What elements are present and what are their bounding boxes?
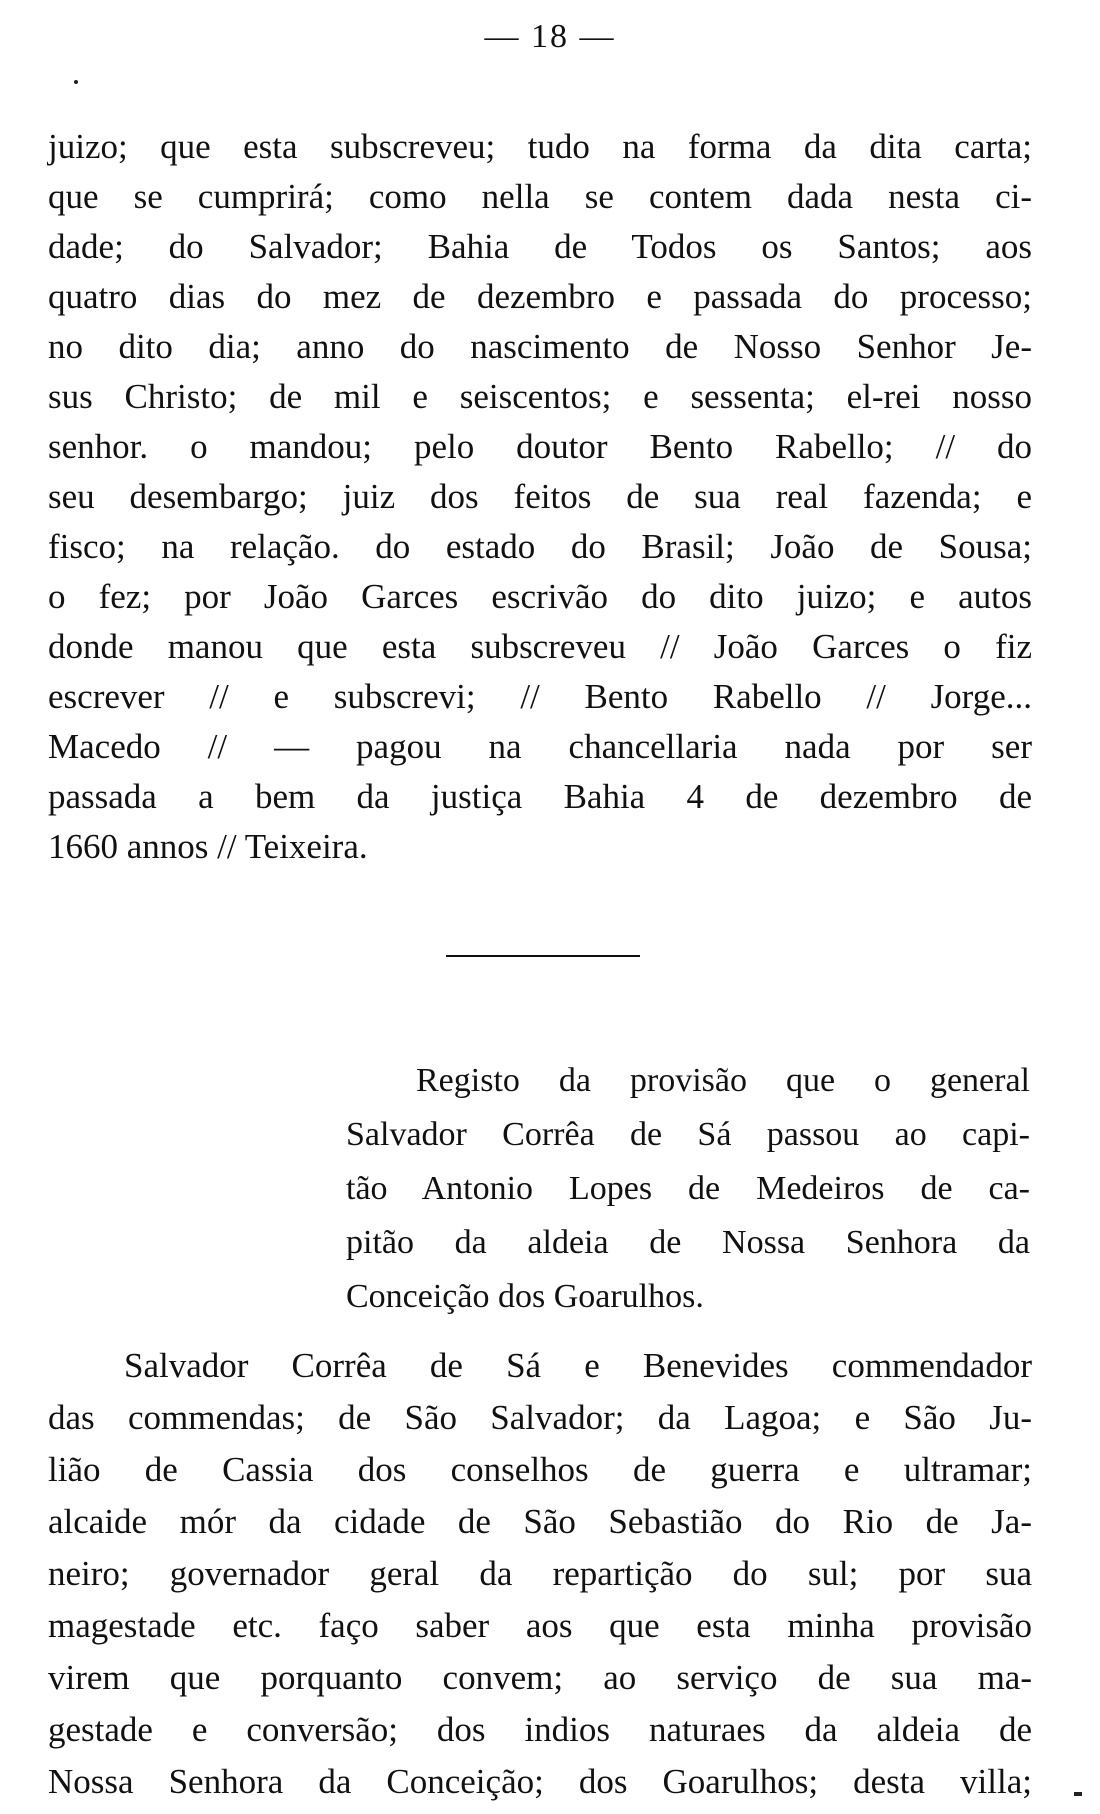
text-line: senhor. o mandou; pelo doutor Bento Rabello; // do bbox=[48, 427, 1032, 466]
text-line: seu desembargo; juiz dos feitos de sua real fazenda; e bbox=[48, 477, 1032, 516]
stray-ink-mark bbox=[1074, 1792, 1082, 1796]
text-line: dade; do Salvador; Bahia de Todos os Santos; aos bbox=[48, 227, 1032, 266]
text-line: juizo; que esta subscreveu; tudo na forma da dita carta; bbox=[48, 127, 1032, 166]
stray-ink-mark bbox=[74, 80, 78, 84]
heading-line: Conceição dos Goarulhos. bbox=[346, 1278, 704, 1315]
text-line: que se cumprirá; como nella se contem dada nesta ci- bbox=[48, 177, 1032, 216]
heading-line: pitão da aldeia de Nossa Senhora da bbox=[346, 1224, 1030, 1261]
text-line: magestade etc. faço saber aos que esta minha provisão bbox=[48, 1606, 1032, 1645]
text-line: fisco; na relação. do estado do Brasil; João de Sousa; bbox=[48, 527, 1032, 566]
text-line: 1660 annos // Teixeira. bbox=[48, 827, 368, 866]
text-paragraph-continuation bbox=[48, 122, 1032, 872]
page-number: — 18 — bbox=[484, 18, 616, 55]
text-line: quatro dias do mez de dezembro e passada do processo; bbox=[48, 277, 1032, 316]
text-line: alcaide mór da cidade de São Sebastião do Rio de Ja- bbox=[48, 1502, 1032, 1541]
text-line: escrever // e subscrevi; // Bento Rabello // Jorge... bbox=[48, 677, 1032, 716]
text-line: neiro; governador geral da repartição do sul; por sua bbox=[48, 1554, 1032, 1593]
text-line: das commendas; de São Salvador; da Lagoa; e São Ju- bbox=[48, 1398, 1032, 1437]
heading-line: Salvador Corrêa de Sá passou ao capi- bbox=[346, 1116, 1030, 1153]
text-line: o fez; por João Garces escrivão do dito juizo; e autos bbox=[48, 577, 1032, 616]
text-line: virem que porquanto convem; ao serviço de sua ma- bbox=[48, 1658, 1032, 1697]
text-line: no dito dia; anno do nascimento de Nosso Senhor Je- bbox=[48, 327, 1032, 366]
text-line: Nossa Senhora da Conceição; dos Goarulhos; desta villa; bbox=[48, 1762, 1032, 1801]
text-line: Macedo // — pagou na chancellaria nada por ser bbox=[48, 727, 1032, 766]
text-line: donde manou que esta subscreveu // João Garces o fiz bbox=[48, 627, 1032, 666]
text-line: Salvador Corrêa de Sá e Benevides commendador bbox=[124, 1346, 1032, 1385]
heading-line: Registo da provisão que o general bbox=[416, 1062, 1030, 1099]
text-line: lião de Cassia dos conselhos de guerra e ultramar; bbox=[48, 1450, 1032, 1489]
text-line: passada a bem da justiça Bahia 4 de dezembro de bbox=[48, 777, 1032, 816]
text-paragraph-provision bbox=[48, 1340, 1032, 1808]
heading-line: tão Antonio Lopes de Medeiros de ca- bbox=[346, 1170, 1030, 1207]
text-line: gestade e conversão; dos indios naturaes da aldeia de bbox=[48, 1710, 1032, 1749]
text-line: sus Christo; de mil e seiscentos; e sessenta; el-rei nosso bbox=[48, 377, 1032, 416]
section-heading bbox=[346, 1054, 1030, 1324]
section-divider bbox=[446, 955, 640, 957]
